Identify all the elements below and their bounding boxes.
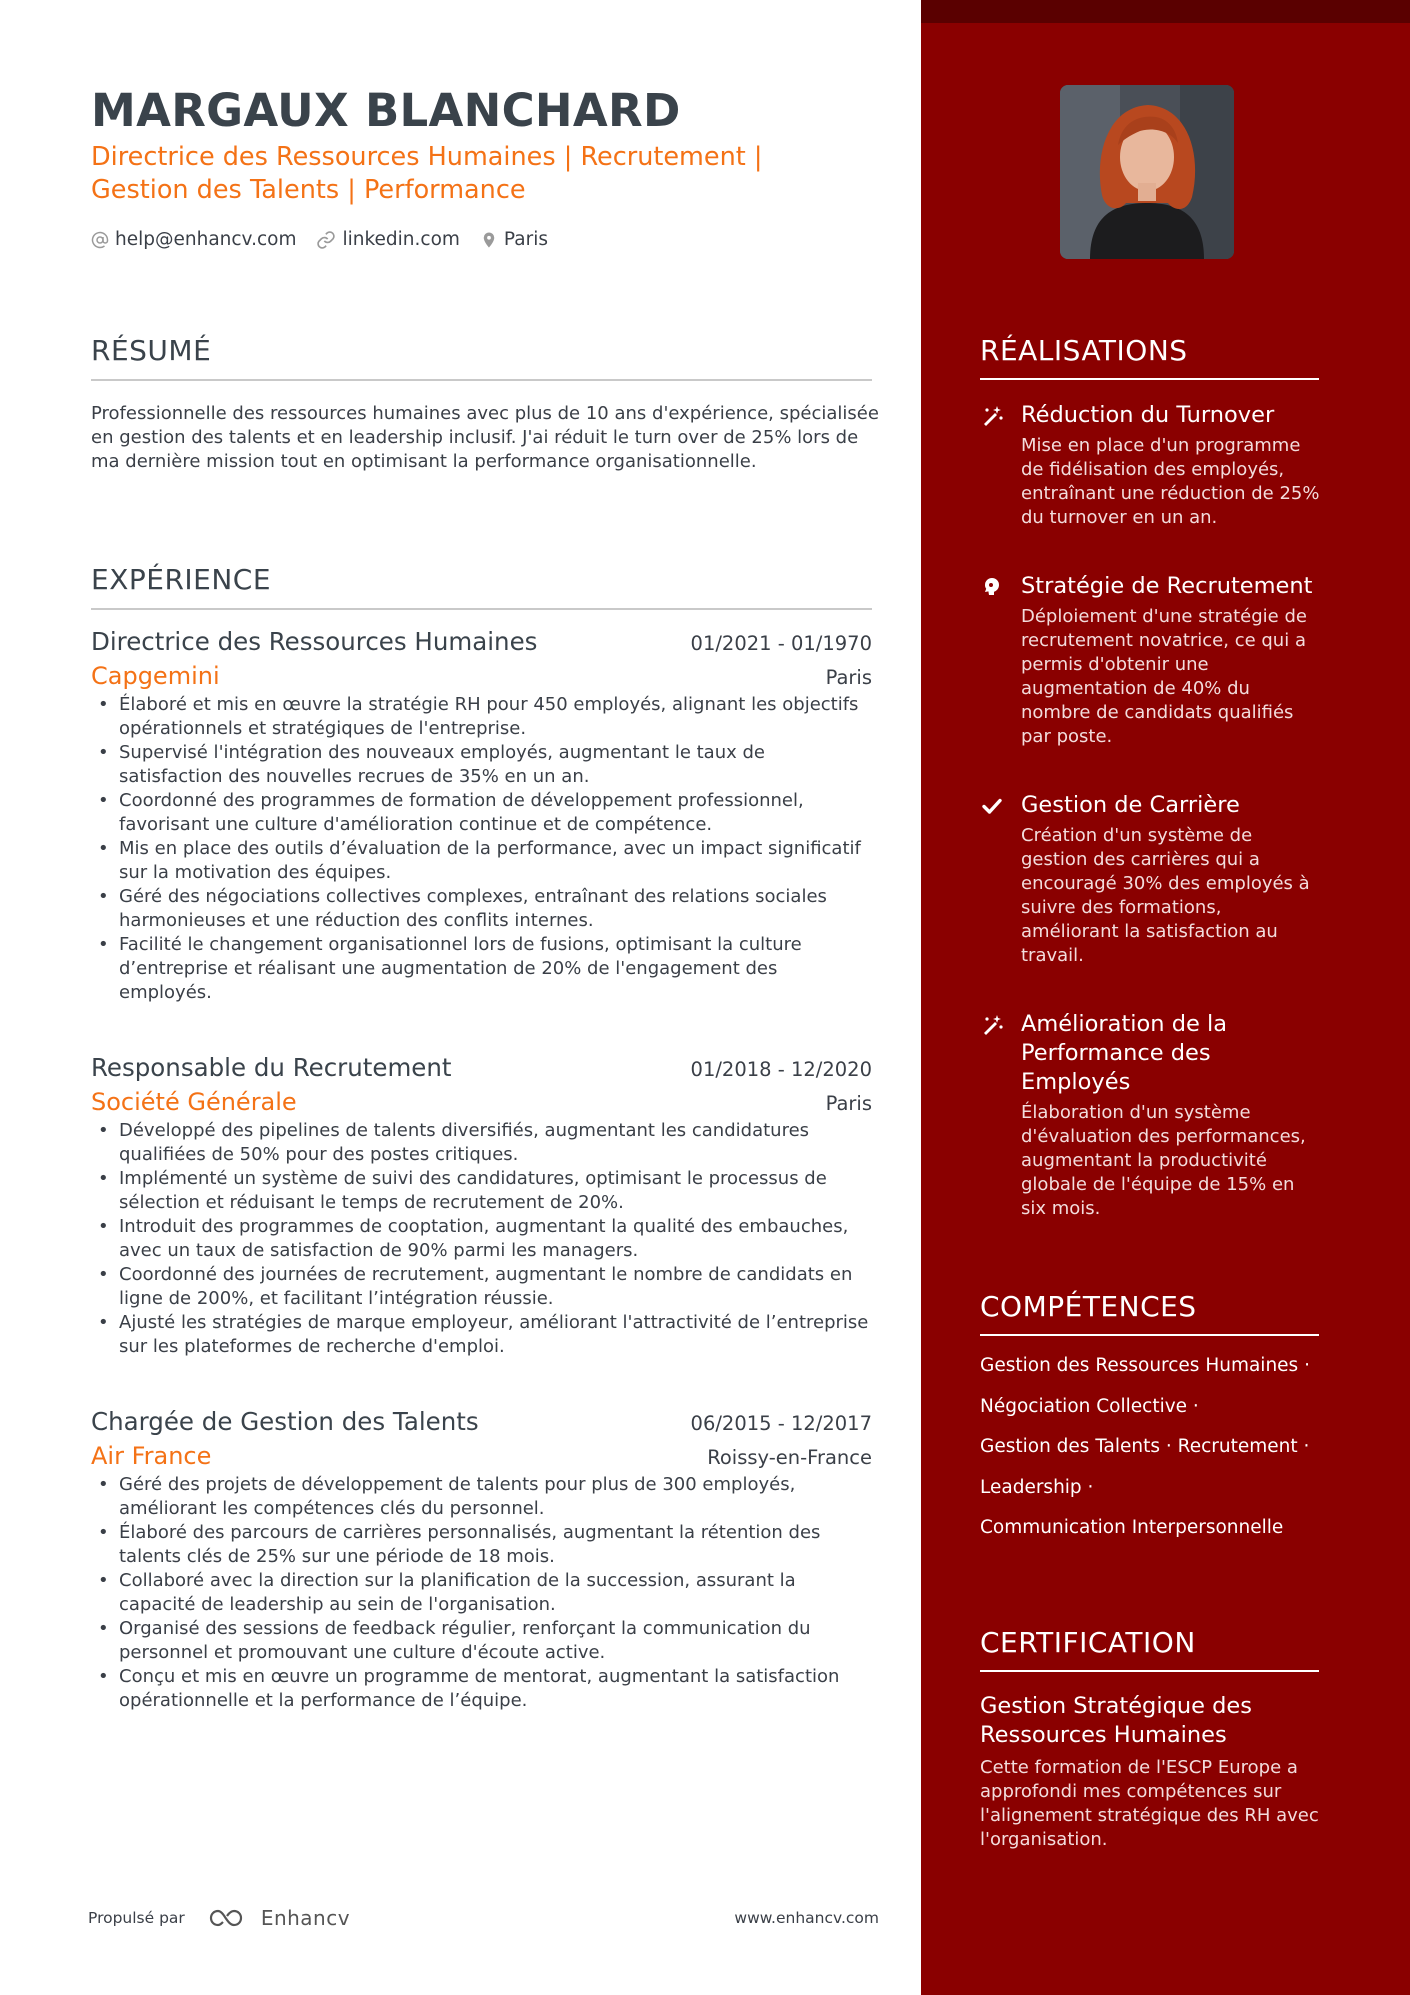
job-bullets (91, 693, 872, 1005)
contact-bar (91, 229, 568, 250)
skill-item: Gestion des Ressources Humaines · (980, 1355, 1310, 1376)
job-entry (91, 627, 872, 1005)
bullet-item: • Facilité le changement organisationnel lors de fusions, optimisant la culture d’entreprise et réalisant une augmentation de 20% de l'engagement des employés. (91, 933, 872, 1005)
job-header (91, 1053, 872, 1082)
achievement-title: Gestion de Carrière (1021, 792, 1240, 818)
job-location: Paris (825, 1092, 872, 1115)
at-icon (91, 231, 109, 249)
profile-photo (1060, 85, 1234, 259)
job-bullets (91, 1473, 872, 1713)
achievement-item (980, 1010, 1320, 1221)
job-dates: 01/2021 - 01/1970 (690, 632, 872, 655)
location-text: Paris (503, 229, 548, 250)
achievement-item (980, 401, 1320, 530)
bullet-item: • Introduit des programmes de cooptation, augmentant la qualité des embauches, avec un taux de satisfaction de 90% parmi les managers. (91, 1215, 872, 1263)
achievement-title: Amélioration de la Performance des Employés (1021, 1011, 1228, 1095)
summary-heading: RÉSUMÉ (91, 334, 212, 367)
divider (980, 1334, 1319, 1336)
bullet-item: • Développé des pipelines de talents diversifiés, augmentant les candidatures qualifiées de 50% pour des postes critiques. (91, 1119, 872, 1167)
bullet-item: • Implémenté un système de suivi des candidatures, optimisant le processus de sélection et réduisant le temps de recrutement de 20%. (91, 1167, 872, 1215)
company-name: Société Générale (91, 1088, 297, 1116)
bullet-item: • Coordonné des programmes de formation de développement professionnel, favorisant une culture d'amélioration continue et de compétence. (91, 789, 872, 837)
bullet-item: • Collaboré avec la direction sur la planification de la succession, assurant la capacité de leadership au sein de l'organisation. (91, 1569, 872, 1617)
skills-heading: COMPÉTENCES (980, 1290, 1197, 1323)
achievement-header (980, 572, 1320, 601)
link-icon (316, 230, 336, 250)
headline (91, 141, 811, 207)
job-header (91, 1407, 872, 1436)
achievement-title: Stratégie de Recrutement (1021, 573, 1313, 599)
job-dates: 06/2015 - 12/2017 (690, 1412, 872, 1435)
bullet-item: • Élaboré et mis en œuvre la stratégie RH pour 450 employés, alignant les objectifs opérationnels et stratégiques de l'entreprise. (91, 693, 872, 741)
enhancv-logo-icon (205, 1906, 253, 1930)
linkedin-text: linkedin.com (342, 229, 460, 250)
wand-icon (980, 404, 1004, 428)
portrait-illustration (1060, 85, 1234, 259)
bullet-item: • Ajusté les stratégies de marque employeur, améliorant l'attractivité de l’entreprise sur les plateformes de recherche d'emploi. (91, 1311, 872, 1359)
contact-linkedin[interactable] (316, 229, 459, 250)
achievement-item (980, 791, 1320, 968)
experience-heading: EXPÉRIENCE (91, 563, 272, 596)
job-location: Paris (825, 666, 872, 689)
brand-name: Enhancv (260, 1906, 351, 1930)
company-name: Capgemini (91, 662, 220, 690)
job-entry (91, 1053, 872, 1359)
achievement-desc: Mise en place d'un programme de fidélisation des employés, entraînant une réduction de 25% du turnover en un an. (1021, 435, 1320, 528)
job-subheader (91, 1088, 872, 1116)
achievement-desc: Création d'un système de gestion des carrières qui a encouragé 30% des employés à suivre des formations, améliorant la satisfaction au travail. (1021, 825, 1310, 966)
divider (91, 608, 872, 610)
job-subheader (91, 662, 872, 690)
location-pin-icon (480, 230, 498, 250)
certification-name: Gestion Stratégique des Ressources Humaines (980, 1693, 1252, 1748)
skill-item: Communication Interpersonnelle (980, 1517, 1284, 1538)
bullet-item: • Supervisé l'intégration des nouveaux employés, augmentant le taux de satisfaction des nouvelles recrues de 35% en un an. (91, 741, 872, 789)
skill-item: Négociation Collective · (980, 1395, 1199, 1417)
achievement-title: Réduction du Turnover (1021, 402, 1275, 428)
checkmark-icon (980, 794, 1004, 818)
certification-heading: CERTIFICATION (980, 1626, 1196, 1659)
job-title: Chargée de Gestion des Talents (91, 1407, 479, 1436)
certification-desc: Cette formation de l'ESCP Europe a approfondi mes compétences sur l'alignement stratégique des RH avec l'organisation. (980, 1757, 1319, 1850)
job-location: Roissy-en-France (707, 1446, 872, 1469)
achievement-header (980, 791, 1320, 820)
brain-icon (980, 575, 1004, 599)
powered-by (88, 1906, 350, 1930)
achievement-item (980, 572, 1320, 749)
job-bullets (91, 1119, 872, 1359)
divider (980, 1670, 1319, 1672)
contact-email[interactable] (91, 229, 296, 250)
skill-item: Gestion des Talents · Recrutement · (980, 1436, 1310, 1457)
divider (91, 379, 872, 381)
bullet-item: • Géré des projets de développement de talents pour plus de 300 employés, améliorant les compétences clés du personnel. (91, 1473, 872, 1521)
powered-by-label: Propulsé par (88, 1909, 185, 1927)
achievement-header (980, 401, 1320, 430)
achievement-header (980, 1010, 1320, 1097)
company-name: Air France (91, 1442, 212, 1470)
bullet-item: • Coordonné des journées de recrutement, augmentant le nombre de candidats en ligne de 200%, et facilitant l’intégration réussie. (91, 1263, 872, 1311)
achievements-heading: RÉALISATIONS (980, 334, 1188, 367)
wand-icon (980, 1013, 1004, 1037)
headline-line: Directrice des Ressources Humaines | Recrutement | (91, 142, 763, 172)
job-title: Responsable du Recrutement (91, 1053, 452, 1082)
job-header (91, 627, 872, 656)
skills-list (980, 1354, 1320, 1557)
sidebar-top-band (921, 0, 1410, 23)
headline-line: Gestion des Talents | Performance (91, 175, 526, 205)
job-subheader (91, 1442, 872, 1470)
bullet-item: • Mis en place des outils d’évaluation de la performance, avec un impact significatif sur la motivation des équipes. (91, 837, 872, 885)
bullet-item: • Organisé des sessions de feedback régulier, renforçant la communication du personnel et promouvant une culture d'écoute active. (91, 1617, 872, 1665)
divider (980, 378, 1319, 380)
achievement-desc: Déploiement d'une stratégie de recrutement novatrice, ce qui a permis d'obtenir une augmentation de 40% du nombre de candidats qualifiés par poste. (1021, 606, 1307, 747)
candidate-name: MARGAUX BLANCHARD (91, 84, 681, 137)
bullet-item: • Géré des négociations collectives complexes, entraînant des relations sociales harmonieuses et une réduction des conflits internes. (91, 885, 872, 933)
job-dates: 01/2018 - 12/2020 (690, 1058, 872, 1081)
achievement-desc: Élaboration d'un système d'évaluation des performances, augmentant la productivité globale de l'équipe de 15% en six mois. (1021, 1102, 1306, 1219)
bullet-item: • Conçu et mis en œuvre un programme de mentorat, augmentant la satisfaction opérationnelle et la performance de l’équipe. (91, 1665, 872, 1713)
skill-item: Leadership · (980, 1476, 1094, 1498)
job-entry (91, 1407, 872, 1713)
summary-text: Professionnelle des ressources humaines avec plus de 10 ans d'expérience, spécialisée en gestion des talents et en leadership inclusif. J'ai réduit le turn over de 25% lors de ma dernière mission tout en optimisant la performance organisationnelle. (91, 403, 879, 472)
sidebar (921, 0, 1410, 1995)
website-link[interactable]: www.enhancv.com (734, 1909, 879, 1927)
email-text: help@enhancv.com (115, 229, 297, 250)
job-title: Directrice des Ressources Humaines (91, 627, 538, 656)
contact-location (480, 229, 548, 250)
bullet-item: • Élaboré des parcours de carrières personnalisés, augmentant la rétention des talents clés de 25% sur une période de 18 mois. (91, 1521, 872, 1569)
